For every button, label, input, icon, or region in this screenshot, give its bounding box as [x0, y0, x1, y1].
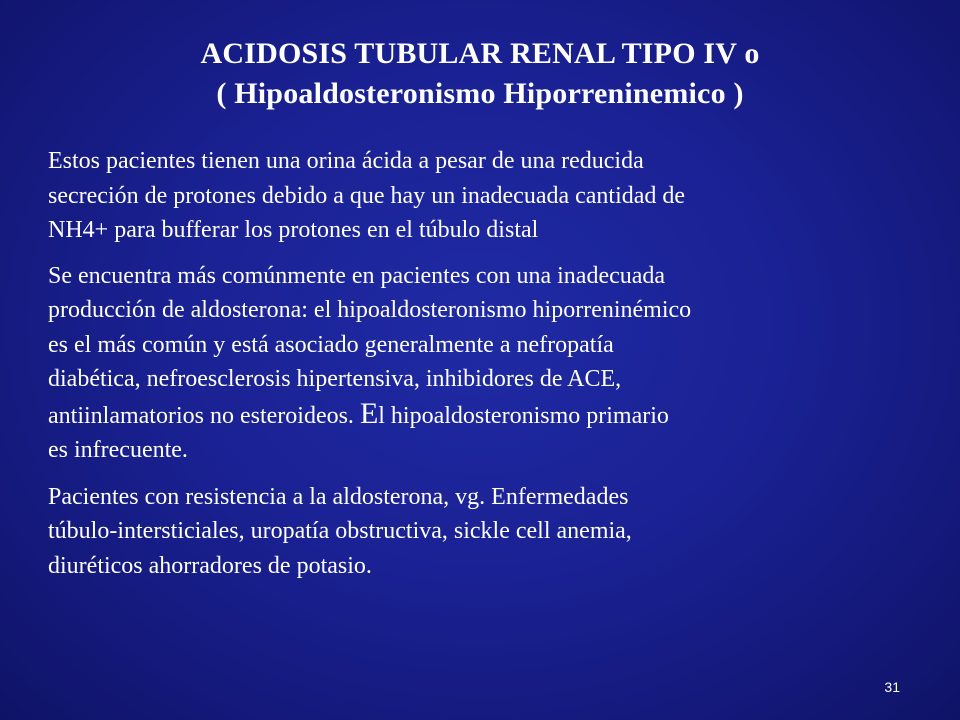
paragraph-2-text-before: Se encuentra más comúnmente en pacientes con una inadecuada producción de aldosterona: el hipoaldosteronismo hiporreninémico es el más común y está asociado generalmente a nefropatía diabética, nefroesclerosis hipertensiva, inhibidores de ACE, antiinlamatorios no esteroideos.: [48, 262, 692, 429]
paragraph-3: Pacientes con resistencia a la aldosterona, vg. Enfermedades túbulo-intersticiales, uropatía obstructiva, sickle cell anemia, diuréticos ahorradores de potasio.: [48, 483, 632, 579]
paragraph-1: Estos pacientes tienen una orina ácida a pesar de una reducida secreción de protones debido a que hay un inadecuada cantidad de NH4+ para bufferar los protones en el túbulo distal: [48, 148, 686, 243]
page-number: 31: [884, 679, 900, 695]
title-line-2: ( Hipoaldosteronismo Hiporreninemico ): [216, 77, 744, 110]
slide-body: [48, 144, 928, 593]
slide-title: [60, 34, 900, 114]
paragraph-2-text-after: l hipoaldosteronismo primario es infrecuente.: [48, 402, 669, 463]
paragraph-2-enlarged-letter: E: [359, 396, 379, 430]
title-line-1: ACIDOSIS TUBULAR RENAL TIPO IV o: [200, 37, 760, 70]
paragraph-2: [48, 259, 928, 468]
